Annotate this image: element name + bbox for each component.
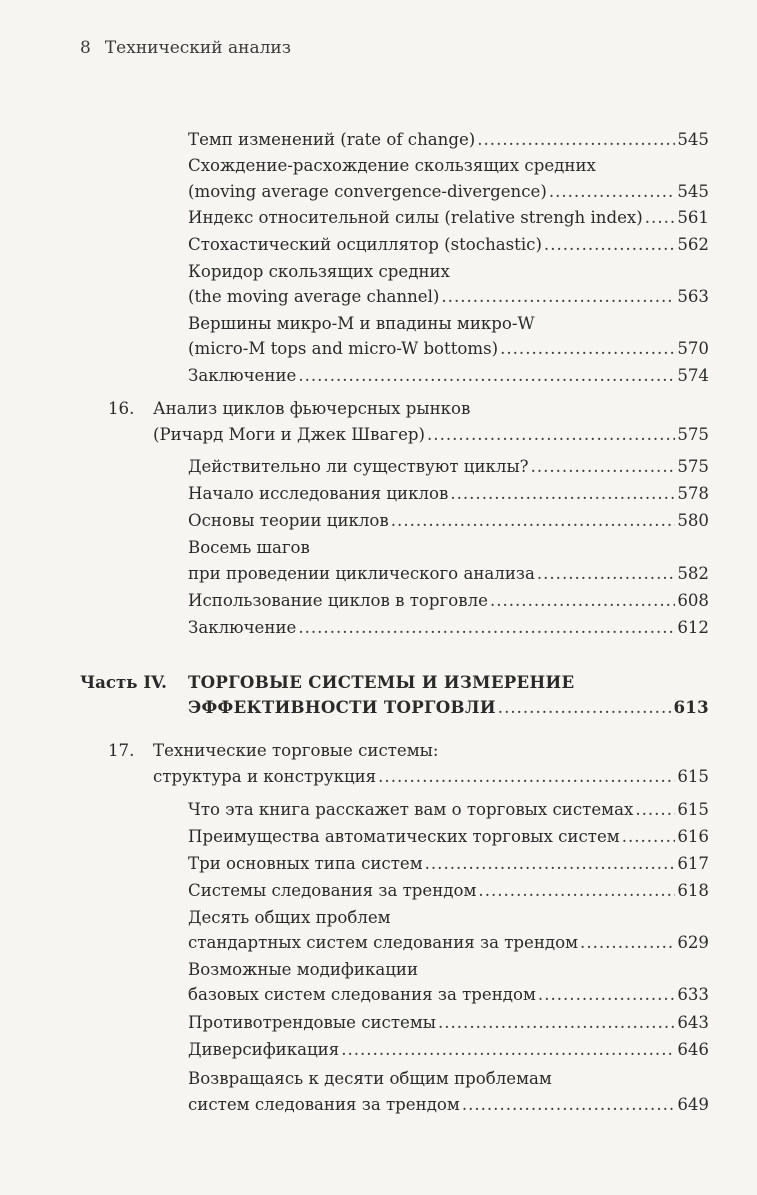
toc-entry-line1: Возвращаясь к десяти общим проблемам [188, 1069, 552, 1088]
toc-entry: Системы следования за трендом ..... 618 [188, 878, 709, 904]
toc-entry: Преимущества автоматических торговых систем ..... 616 [188, 824, 709, 850]
toc-entry: систем следования за трендом ..... 649 [188, 1092, 709, 1118]
toc-chapter-entry: (Ричард Моги и Джек Швагер) ..... 575 [153, 422, 709, 448]
toc-entry: Диверсификация ..... 646 [188, 1037, 709, 1063]
toc-entry: (micro-M tops and micro-W bottoms) ..... 570 [188, 336, 709, 362]
part-label: Часть IV. [80, 672, 167, 692]
toc-entry-line1: Схождение-расхождение скользящих средних [188, 156, 596, 175]
toc-entry: базовых систем следования за трендом ..... 633 [188, 982, 709, 1008]
toc-entry-line1: Возможные модификации [188, 960, 419, 979]
toc-entry: (moving average convergence-divergence) ..... 545 [188, 179, 709, 205]
toc-entry: Действительно ли существуют циклы? ..... 575 [188, 454, 709, 480]
toc-part-entry: ЭФФЕКТИВНОСТИ ТОРГОВЛИ ..... 613 [188, 694, 709, 720]
toc-entry: (the moving average channel) ..... 563 [188, 284, 709, 310]
toc-entry: Индекс относительной силы (relative strengh index) ..... 561 [188, 205, 709, 231]
toc-entry: стандартных систем следования за трендом ..... 629 [188, 930, 709, 956]
toc-entry: Заключение ..... 612 [188, 615, 709, 641]
toc-entry: Стохастический осциллятор (stochastic) ..... 562 [188, 232, 709, 258]
toc-entry: Три основных типа систем ..... 617 [188, 851, 709, 877]
chapter-title-line1: Анализ циклов фьючерсных рынков [153, 399, 471, 418]
page-number: 8 [80, 38, 91, 58]
toc-entry: при проведении циклического анализа ..... 582 [188, 561, 709, 587]
toc-entry-line1: Коридор скользящих средних [188, 262, 450, 281]
toc-entry: Темп изменений (rate of change) ..... 545 [188, 127, 709, 153]
toc-entry-line1: Восемь шагов [188, 538, 310, 557]
running-title: Технический анализ [104, 38, 291, 58]
toc-entry: Использование циклов в торговле ..... 608 [188, 588, 709, 614]
toc-entry: Основы теории циклов ..... 580 [188, 508, 709, 534]
toc-entry: Заключение ..... 574 [188, 363, 709, 389]
chapter-title-line1: Технические торговые системы: [153, 741, 439, 760]
running-header [80, 38, 291, 58]
chapter-number: 17. [108, 741, 135, 760]
toc-entry-line1: Десять общих проблем [188, 908, 391, 927]
toc-entry: Начало исследования циклов ..... 578 [188, 481, 709, 507]
toc-entry: Что эта книга расскажет вам о торговых системах ..... 615 [188, 797, 709, 823]
toc-entry-line1: Вершины микро-M и впадины микро-W [188, 314, 535, 333]
chapter-number: 16. [108, 399, 135, 418]
toc-chapter-entry: структура и конструкция ..... 615 [153, 764, 709, 790]
part-title-line1: ТОРГОВЫЕ СИСТЕМЫ И ИЗМЕРЕНИЕ [188, 672, 575, 692]
toc-entry: Противотрендовые системы ..... 643 [188, 1010, 709, 1036]
